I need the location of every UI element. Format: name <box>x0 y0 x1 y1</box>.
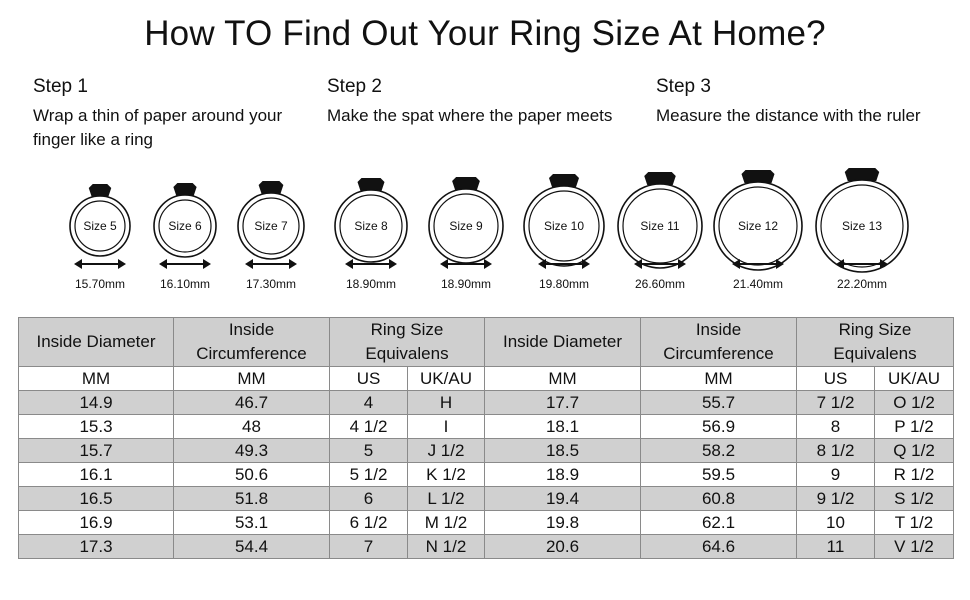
arrow-left-icon <box>440 259 448 269</box>
ring-size-label: Size 10 <box>543 219 585 233</box>
step-1 <box>33 76 318 152</box>
table-cell: 11 <box>797 535 875 559</box>
table-cell: 14.9 <box>19 391 174 415</box>
table-cell: 8 1/2 <box>797 439 875 463</box>
step-2-heading: Step 2 <box>327 76 382 97</box>
ring-size-label: Size 12 <box>737 219 779 233</box>
table-cell: 16.9 <box>19 511 174 535</box>
table-cell: 9 1/2 <box>797 487 875 511</box>
gem-icon <box>452 177 480 190</box>
ring-measurement: 19.80mm <box>538 277 590 291</box>
table-cell: 4 <box>330 391 408 415</box>
arrow-left-icon <box>345 259 353 269</box>
table-cell: 20.6 <box>485 535 641 559</box>
table-cell: N 1/2 <box>408 535 485 559</box>
ring-size-10 <box>514 148 614 298</box>
ring-size-7 <box>228 148 314 298</box>
ring-size-6 <box>144 148 226 298</box>
table-cell: R 1/2 <box>875 463 954 487</box>
ring-icon <box>325 148 417 298</box>
gem-icon <box>89 184 112 197</box>
table-cell: 59.5 <box>641 463 797 487</box>
unit-cell: UK/AU <box>408 367 485 391</box>
table-cell: 5 1/2 <box>330 463 408 487</box>
gem-icon <box>259 181 284 194</box>
table-cell: 58.2 <box>641 439 797 463</box>
ring-size-label: Size 8 <box>354 219 388 233</box>
arrow-right-icon <box>289 259 297 269</box>
ring-icon <box>514 148 614 298</box>
table-cell: 19.8 <box>485 511 641 535</box>
table-cell: 62.1 <box>641 511 797 535</box>
table-cell: 9 <box>797 463 875 487</box>
table-row <box>19 391 954 415</box>
ring-measurement: 18.90mm <box>440 277 492 291</box>
unit-cell: MM <box>174 367 330 391</box>
table-cell: 56.9 <box>641 415 797 439</box>
ring-icon <box>228 148 314 298</box>
table-cell: 7 1/2 <box>797 391 875 415</box>
table-cell: 16.1 <box>19 463 174 487</box>
ring-size-9 <box>419 148 513 298</box>
ring-size-label: Size 5 <box>83 219 117 233</box>
table-cell: 6 1/2 <box>330 511 408 535</box>
ring-size-5 <box>60 148 140 298</box>
table-cell: J 1/2 <box>408 439 485 463</box>
table-cell: 50.6 <box>174 463 330 487</box>
ring-measurement: 21.40mm <box>732 277 784 291</box>
gem-icon <box>644 172 676 185</box>
arrow-left-icon <box>245 259 253 269</box>
ring-measurement: 18.90mm <box>345 277 397 291</box>
table-cell: 18.1 <box>485 415 641 439</box>
step-3-heading: Step 3 <box>656 76 711 97</box>
table-cell: 17.3 <box>19 535 174 559</box>
ring-icon <box>608 148 712 298</box>
unit-cell: US <box>330 367 408 391</box>
table-cell: 6 <box>330 487 408 511</box>
step-3 <box>656 76 956 128</box>
table-cell: 51.8 <box>174 487 330 511</box>
header-inside-diameter: Inside Diameter <box>485 318 641 367</box>
arrow-left-icon <box>74 259 82 269</box>
arrow-right-icon <box>389 259 397 269</box>
ring-size-label: Size 13 <box>841 219 883 233</box>
table-units-row <box>19 367 954 391</box>
ring-measurement: 22.20mm <box>836 277 888 291</box>
table-cell: M 1/2 <box>408 511 485 535</box>
table-row <box>19 415 954 439</box>
ring-size-label: Size 7 <box>254 219 288 233</box>
ring-icon <box>60 148 140 298</box>
table-cell: I <box>408 415 485 439</box>
header-ring-size-equivalens: Ring Size Equivalens <box>330 318 485 367</box>
arrow-left-icon <box>159 259 167 269</box>
table-cell: K 1/2 <box>408 463 485 487</box>
ring-icon <box>806 148 918 298</box>
gem-icon <box>173 183 196 196</box>
table-cell: 18.5 <box>485 439 641 463</box>
unit-cell: UK/AU <box>875 367 954 391</box>
table-row <box>19 463 954 487</box>
step-2-text: Make the spat where the paper meets <box>327 106 613 125</box>
ring-size-8 <box>325 148 417 298</box>
table-cell: H <box>408 391 485 415</box>
arrow-right-icon <box>203 259 211 269</box>
unit-cell: MM <box>19 367 174 391</box>
unit-cell: MM <box>641 367 797 391</box>
step-2 <box>327 76 647 128</box>
table-cell: V 1/2 <box>875 535 954 559</box>
table-cell: 49.3 <box>174 439 330 463</box>
step-1-heading: Step 1 <box>33 76 88 97</box>
table-cell: T 1/2 <box>875 511 954 535</box>
table-row <box>19 511 954 535</box>
table-cell: 55.7 <box>641 391 797 415</box>
table-cell: 46.7 <box>174 391 330 415</box>
gem-icon <box>742 170 775 183</box>
ring-size-label: Size 6 <box>168 219 202 233</box>
table-row <box>19 487 954 511</box>
ring-size-label: Size 11 <box>640 219 680 233</box>
gem-icon <box>549 174 579 187</box>
page-title: How TO Find Out Your Ring Size At Home? <box>144 14 826 53</box>
table-cell: 7 <box>330 535 408 559</box>
header-ring-size-equivalens: Ring Size Equivalens <box>797 318 954 367</box>
unit-cell: US <box>797 367 875 391</box>
table-cell: P 1/2 <box>875 415 954 439</box>
ring-size-13 <box>806 148 918 298</box>
ring-icon <box>419 148 513 298</box>
ring-measurement: 16.10mm <box>159 277 211 291</box>
ring-measurement: 26.60mm <box>634 277 686 291</box>
arrow-right-icon <box>484 259 492 269</box>
table-header-row <box>19 318 954 367</box>
step-3-text: Measure the distance with the ruler <box>656 106 921 125</box>
ring-icon <box>144 148 226 298</box>
table-cell: 17.7 <box>485 391 641 415</box>
arrow-right-icon <box>582 259 590 269</box>
table-cell: O 1/2 <box>875 391 954 415</box>
header-inside-circumference: Inside Circumference <box>174 318 330 367</box>
header-inside-circumference: Inside Circumference <box>641 318 797 367</box>
table-cell: 8 <box>797 415 875 439</box>
table-cell: 64.6 <box>641 535 797 559</box>
gem-icon <box>358 178 385 191</box>
ring-size-illustrations <box>0 148 970 298</box>
table-cell: 54.4 <box>174 535 330 559</box>
ring-icon <box>704 148 812 298</box>
ring-size-table <box>18 317 954 559</box>
table-cell: 53.1 <box>174 511 330 535</box>
header-inside-diameter: Inside Diameter <box>19 318 174 367</box>
table-cell: 48 <box>174 415 330 439</box>
gem-icon <box>845 168 880 181</box>
arrow-left-icon <box>538 259 546 269</box>
table-cell: 4 1/2 <box>330 415 408 439</box>
table-cell: S 1/2 <box>875 487 954 511</box>
table-cell: 18.9 <box>485 463 641 487</box>
table-cell: 60.8 <box>641 487 797 511</box>
table-cell: 10 <box>797 511 875 535</box>
arrow-right-icon <box>118 259 126 269</box>
table-cell: 19.4 <box>485 487 641 511</box>
table-cell: 5 <box>330 439 408 463</box>
ring-measurement: 15.70mm <box>74 277 126 291</box>
table-cell: 16.5 <box>19 487 174 511</box>
table-cell: 15.3 <box>19 415 174 439</box>
unit-cell: MM <box>485 367 641 391</box>
table-cell: Q 1/2 <box>875 439 954 463</box>
table-row <box>19 439 954 463</box>
table-row <box>19 535 954 559</box>
step-1-text: Wrap a thin of paper around your finger like a ring <box>33 106 283 149</box>
table-cell: 15.7 <box>19 439 174 463</box>
ring-size-label: Size 9 <box>449 219 483 233</box>
ring-measurement: 17.30mm <box>245 277 297 291</box>
ring-size-11 <box>608 148 712 298</box>
ring-size-12 <box>704 148 812 298</box>
table-cell: L 1/2 <box>408 487 485 511</box>
